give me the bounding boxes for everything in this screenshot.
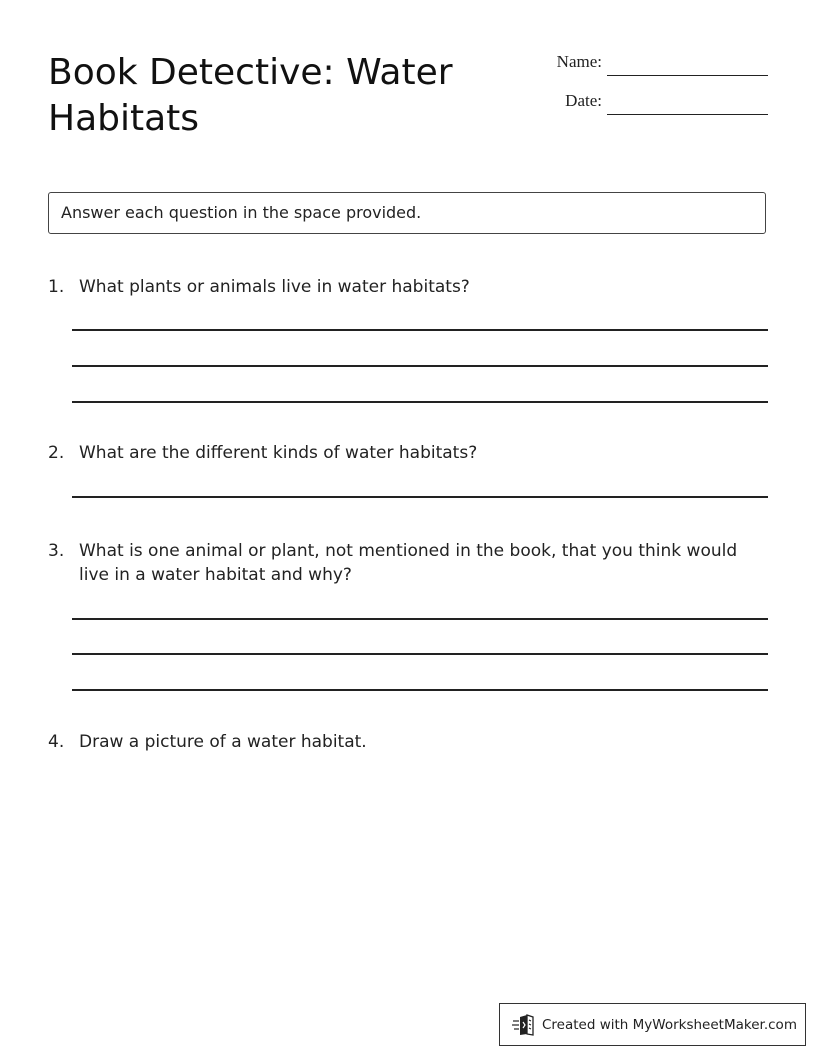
- question-4: [48, 730, 768, 754]
- answer-line[interactable]: [72, 401, 768, 403]
- question-3: [48, 539, 768, 587]
- question-text: What is one animal or plant, not mentioned in the book, that you think would live in a water habitat and why?: [79, 541, 738, 585]
- instructions-box: Answer each question in the space provided.: [48, 192, 766, 234]
- footer-text: Created with MyWorksheetMaker.com: [542, 1016, 797, 1033]
- book-runner-logo-icon: [512, 1014, 536, 1036]
- date-field[interactable]: [520, 89, 768, 117]
- question-text: Draw a picture of a water habitat.: [79, 732, 367, 752]
- question-number: 3.: [48, 541, 65, 561]
- date-label: Date:: [565, 91, 602, 110]
- name-label: Name:: [556, 52, 602, 71]
- question-1: [48, 275, 768, 299]
- answer-line[interactable]: [72, 618, 768, 620]
- answer-line[interactable]: [72, 496, 768, 498]
- answer-line[interactable]: [72, 653, 768, 655]
- question-text: What are the different kinds of water habitats?: [79, 443, 478, 463]
- question-text: What plants or animals live in water habitats?: [79, 277, 470, 297]
- answer-line[interactable]: [72, 689, 768, 691]
- name-line[interactable]: [607, 75, 768, 76]
- answer-line[interactable]: [72, 365, 768, 367]
- question-2: [48, 441, 768, 465]
- question-number: 1.: [48, 277, 65, 297]
- question-number: 4.: [48, 732, 65, 752]
- answer-line[interactable]: [72, 329, 768, 331]
- worksheet-title: Book Detective: Water Habitats: [48, 52, 453, 139]
- drawing-area[interactable]: [48, 770, 768, 990]
- date-line[interactable]: [607, 114, 768, 115]
- name-field[interactable]: [520, 50, 768, 78]
- footer-badge[interactable]: [499, 1003, 806, 1046]
- question-number: 2.: [48, 443, 65, 463]
